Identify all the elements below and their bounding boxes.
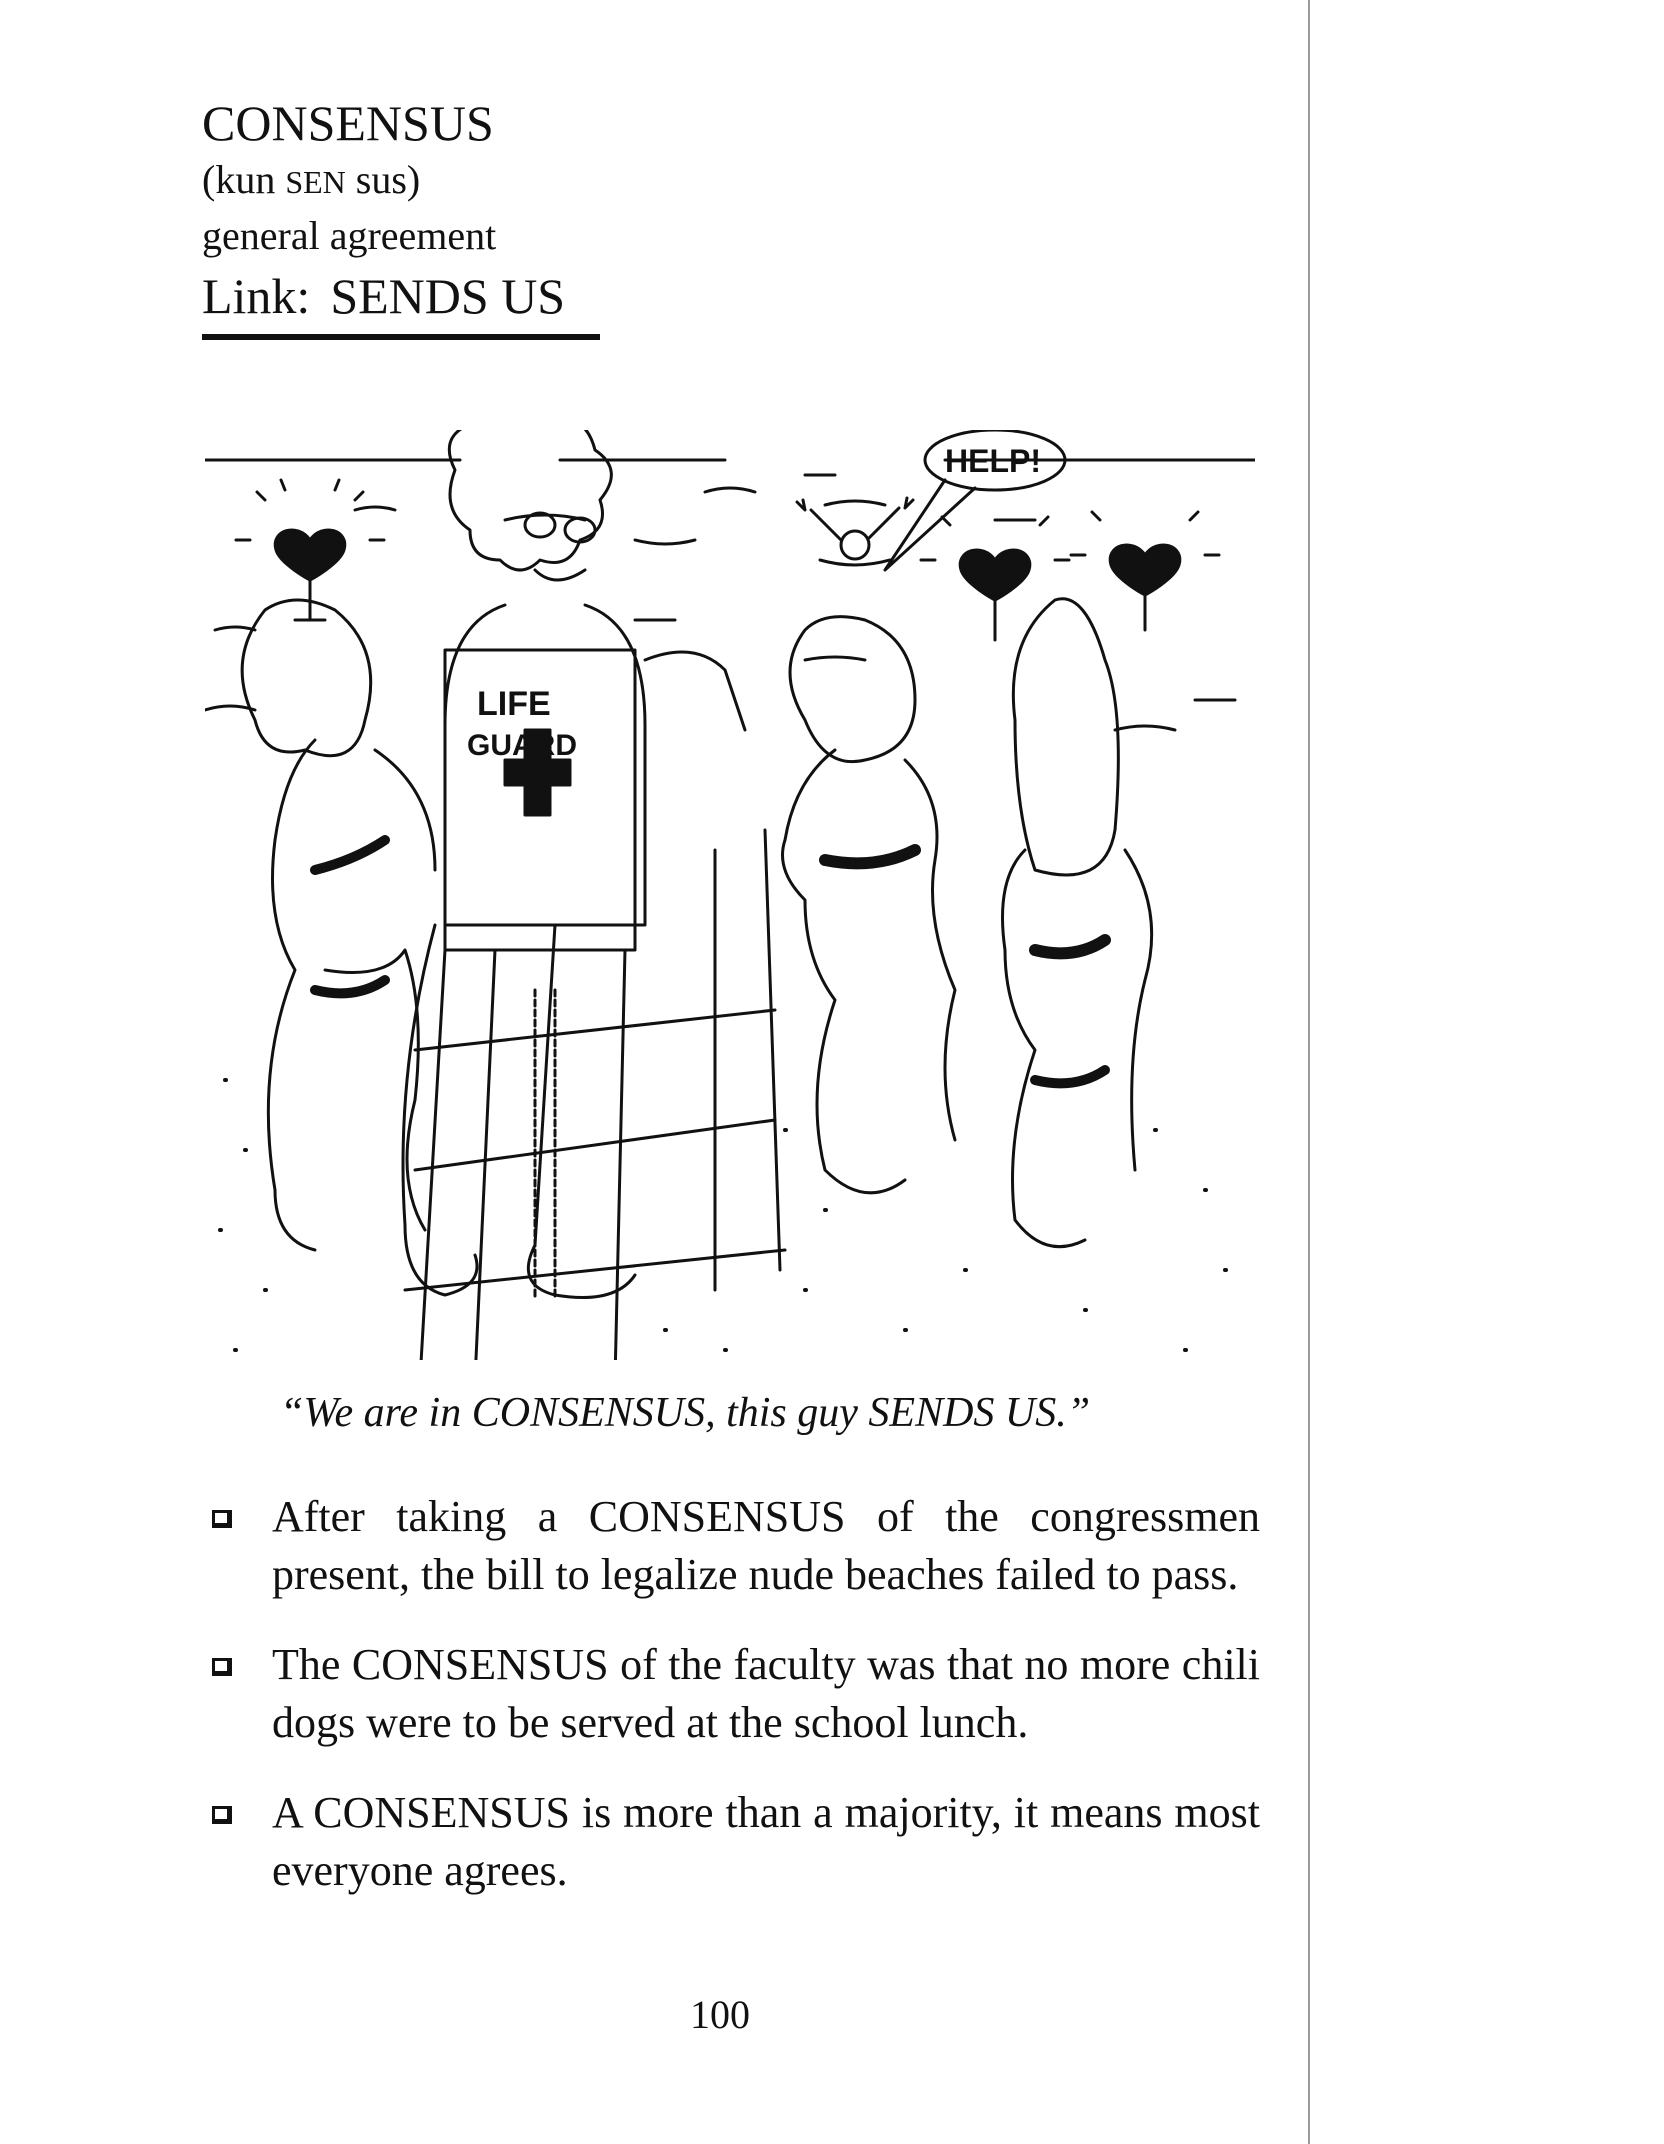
example-text: The CONSENSUS of the faculty was that no more chili dogs were to be served at the school lunch. [272,1640,1260,1747]
heart-balloon-left [236,480,384,620]
woman-left [242,600,435,1250]
chair-text-life: LIFE [477,685,551,723]
example-text: A CONSENSUS is more than a majority, it means most everyone agrees. [272,1788,1260,1895]
woman-middle [783,617,956,1193]
heart-balloon-right [1071,512,1219,630]
lifeguard-chair [405,650,785,1360]
link-label: Link: [202,268,311,324]
cartoon-caption: “We are in CONSENSUS, this guy SENDS US.” [280,1390,1091,1436]
example-item [190,1488,1260,1604]
chair-text-guard: GUARD [467,729,577,762]
example-text: After taking a CONSENSUS of the congressmen present, the bill to legalize nude beaches failed to pass. [272,1492,1260,1599]
pronunciation-close: sus) [345,157,421,202]
speech-bubble-text: HELP! [945,443,1041,479]
sand-dots [220,1080,1226,1350]
example-sentences [190,1488,1260,1932]
pronunciation [202,154,622,208]
example-item [190,1636,1260,1752]
checkbox-square-icon [212,1510,232,1528]
entry-word: CONSENSUS [202,95,494,151]
checkbox-square-icon [212,1658,232,1676]
woman-right [1003,599,1152,1247]
cartoon-illustration [205,430,1255,1360]
checkbox-square-icon [212,1806,232,1824]
entry-heading [202,92,622,340]
pronunciation-open: (kun [202,157,286,202]
heart-balloon-middle [921,517,1069,640]
wave-lines [205,475,1235,730]
memory-link [202,264,600,340]
page-margin-rule [1308,0,1310,2144]
page-number: 100 [690,1992,750,2037]
pronunciation-stress: SEN [285,164,346,200]
lifeguard [403,430,745,1298]
definition: general agreement [202,213,497,258]
example-item [190,1784,1260,1900]
link-word: SENDS US [330,268,566,324]
